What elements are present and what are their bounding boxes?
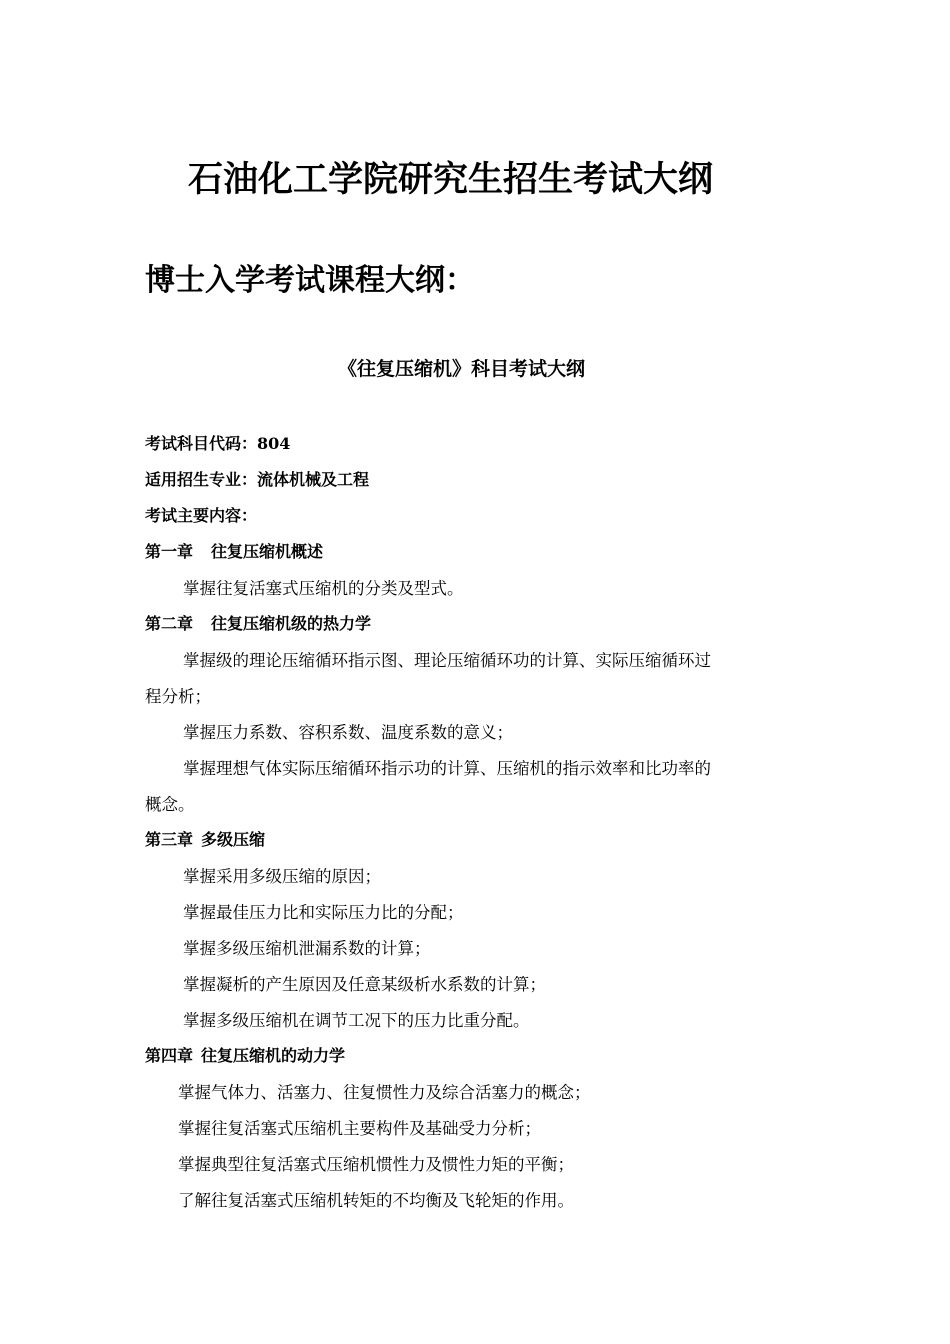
chapter-heading bbox=[145, 827, 265, 850]
chapter-number: 第四章 bbox=[145, 1046, 194, 1065]
chapter-item: 掌握级的理论压缩循环指示图、理论压缩循环功的计算、实际压缩循环过 bbox=[183, 651, 711, 670]
chapter-title: 往复压缩机级的热力学 bbox=[211, 614, 372, 633]
main-content-label: 考试主要内容： bbox=[145, 506, 258, 525]
subject-title: 《往复压缩机》科目考试大纲 bbox=[338, 358, 586, 380]
chapter-item: 掌握多级压缩机泄漏系数的计算； bbox=[183, 939, 431, 958]
chapter-item: 了解往复活塞式压缩机转矩的不均衡及飞轮矩的作用。 bbox=[178, 1191, 574, 1210]
major-value: 流体机械及工程 bbox=[257, 470, 370, 489]
major-label: 适用招生专业： bbox=[145, 470, 258, 489]
page-title: 石油化工学院研究生招生考试大纲 bbox=[188, 159, 714, 200]
chapter-item: 程分析； bbox=[145, 687, 211, 706]
chapter-item: 掌握理想气体实际压缩循环指示功的计算、压缩机的指示效率和比功率的 bbox=[183, 759, 711, 778]
chapter-title: 多级压缩 bbox=[201, 830, 266, 849]
chapter-number: 第三章 bbox=[145, 830, 194, 849]
chapter-item: 掌握典型往复活塞式压缩机惯性力及惯性力矩的平衡； bbox=[178, 1155, 574, 1174]
chapter-number: 第二章 bbox=[145, 614, 194, 633]
chapter-item: 掌握凝析的产生原因及任意某级析水系数的计算； bbox=[183, 975, 546, 994]
chapter-heading bbox=[145, 611, 371, 634]
chapter-item: 掌握采用多级压缩的原因； bbox=[183, 867, 381, 886]
chapter-item: 掌握压力系数、容积系数、温度系数的意义； bbox=[183, 723, 513, 742]
applicable-major bbox=[145, 467, 369, 490]
exam-code-value: 804 bbox=[257, 434, 291, 453]
chapter-heading bbox=[145, 1043, 345, 1066]
chapter-title: 往复压缩机概述 bbox=[211, 542, 324, 561]
chapter-heading bbox=[145, 539, 323, 562]
chapter-item: 概念。 bbox=[145, 795, 195, 814]
chapter-item: 掌握最佳压力比和实际压力比的分配； bbox=[183, 903, 464, 922]
exam-code bbox=[145, 431, 290, 454]
chapter-number: 第一章 bbox=[145, 542, 194, 561]
chapter-item: 掌握多级压缩机在调节工况下的压力比重分配。 bbox=[183, 1011, 530, 1030]
chapter-title: 往复压缩机的动力学 bbox=[201, 1046, 346, 1065]
chapter-item: 掌握往复活塞式压缩机主要构件及基础受力分析； bbox=[178, 1119, 541, 1138]
chapter-item: 掌握气体力、活塞力、往复惯性力及综合活塞力的概念； bbox=[178, 1083, 591, 1102]
exam-code-label: 考试科目代码： bbox=[145, 434, 258, 453]
section-heading: 博士入学考试课程大纲： bbox=[145, 263, 475, 298]
chapter-item: 掌握往复活塞式压缩机的分类及型式。 bbox=[183, 579, 464, 598]
